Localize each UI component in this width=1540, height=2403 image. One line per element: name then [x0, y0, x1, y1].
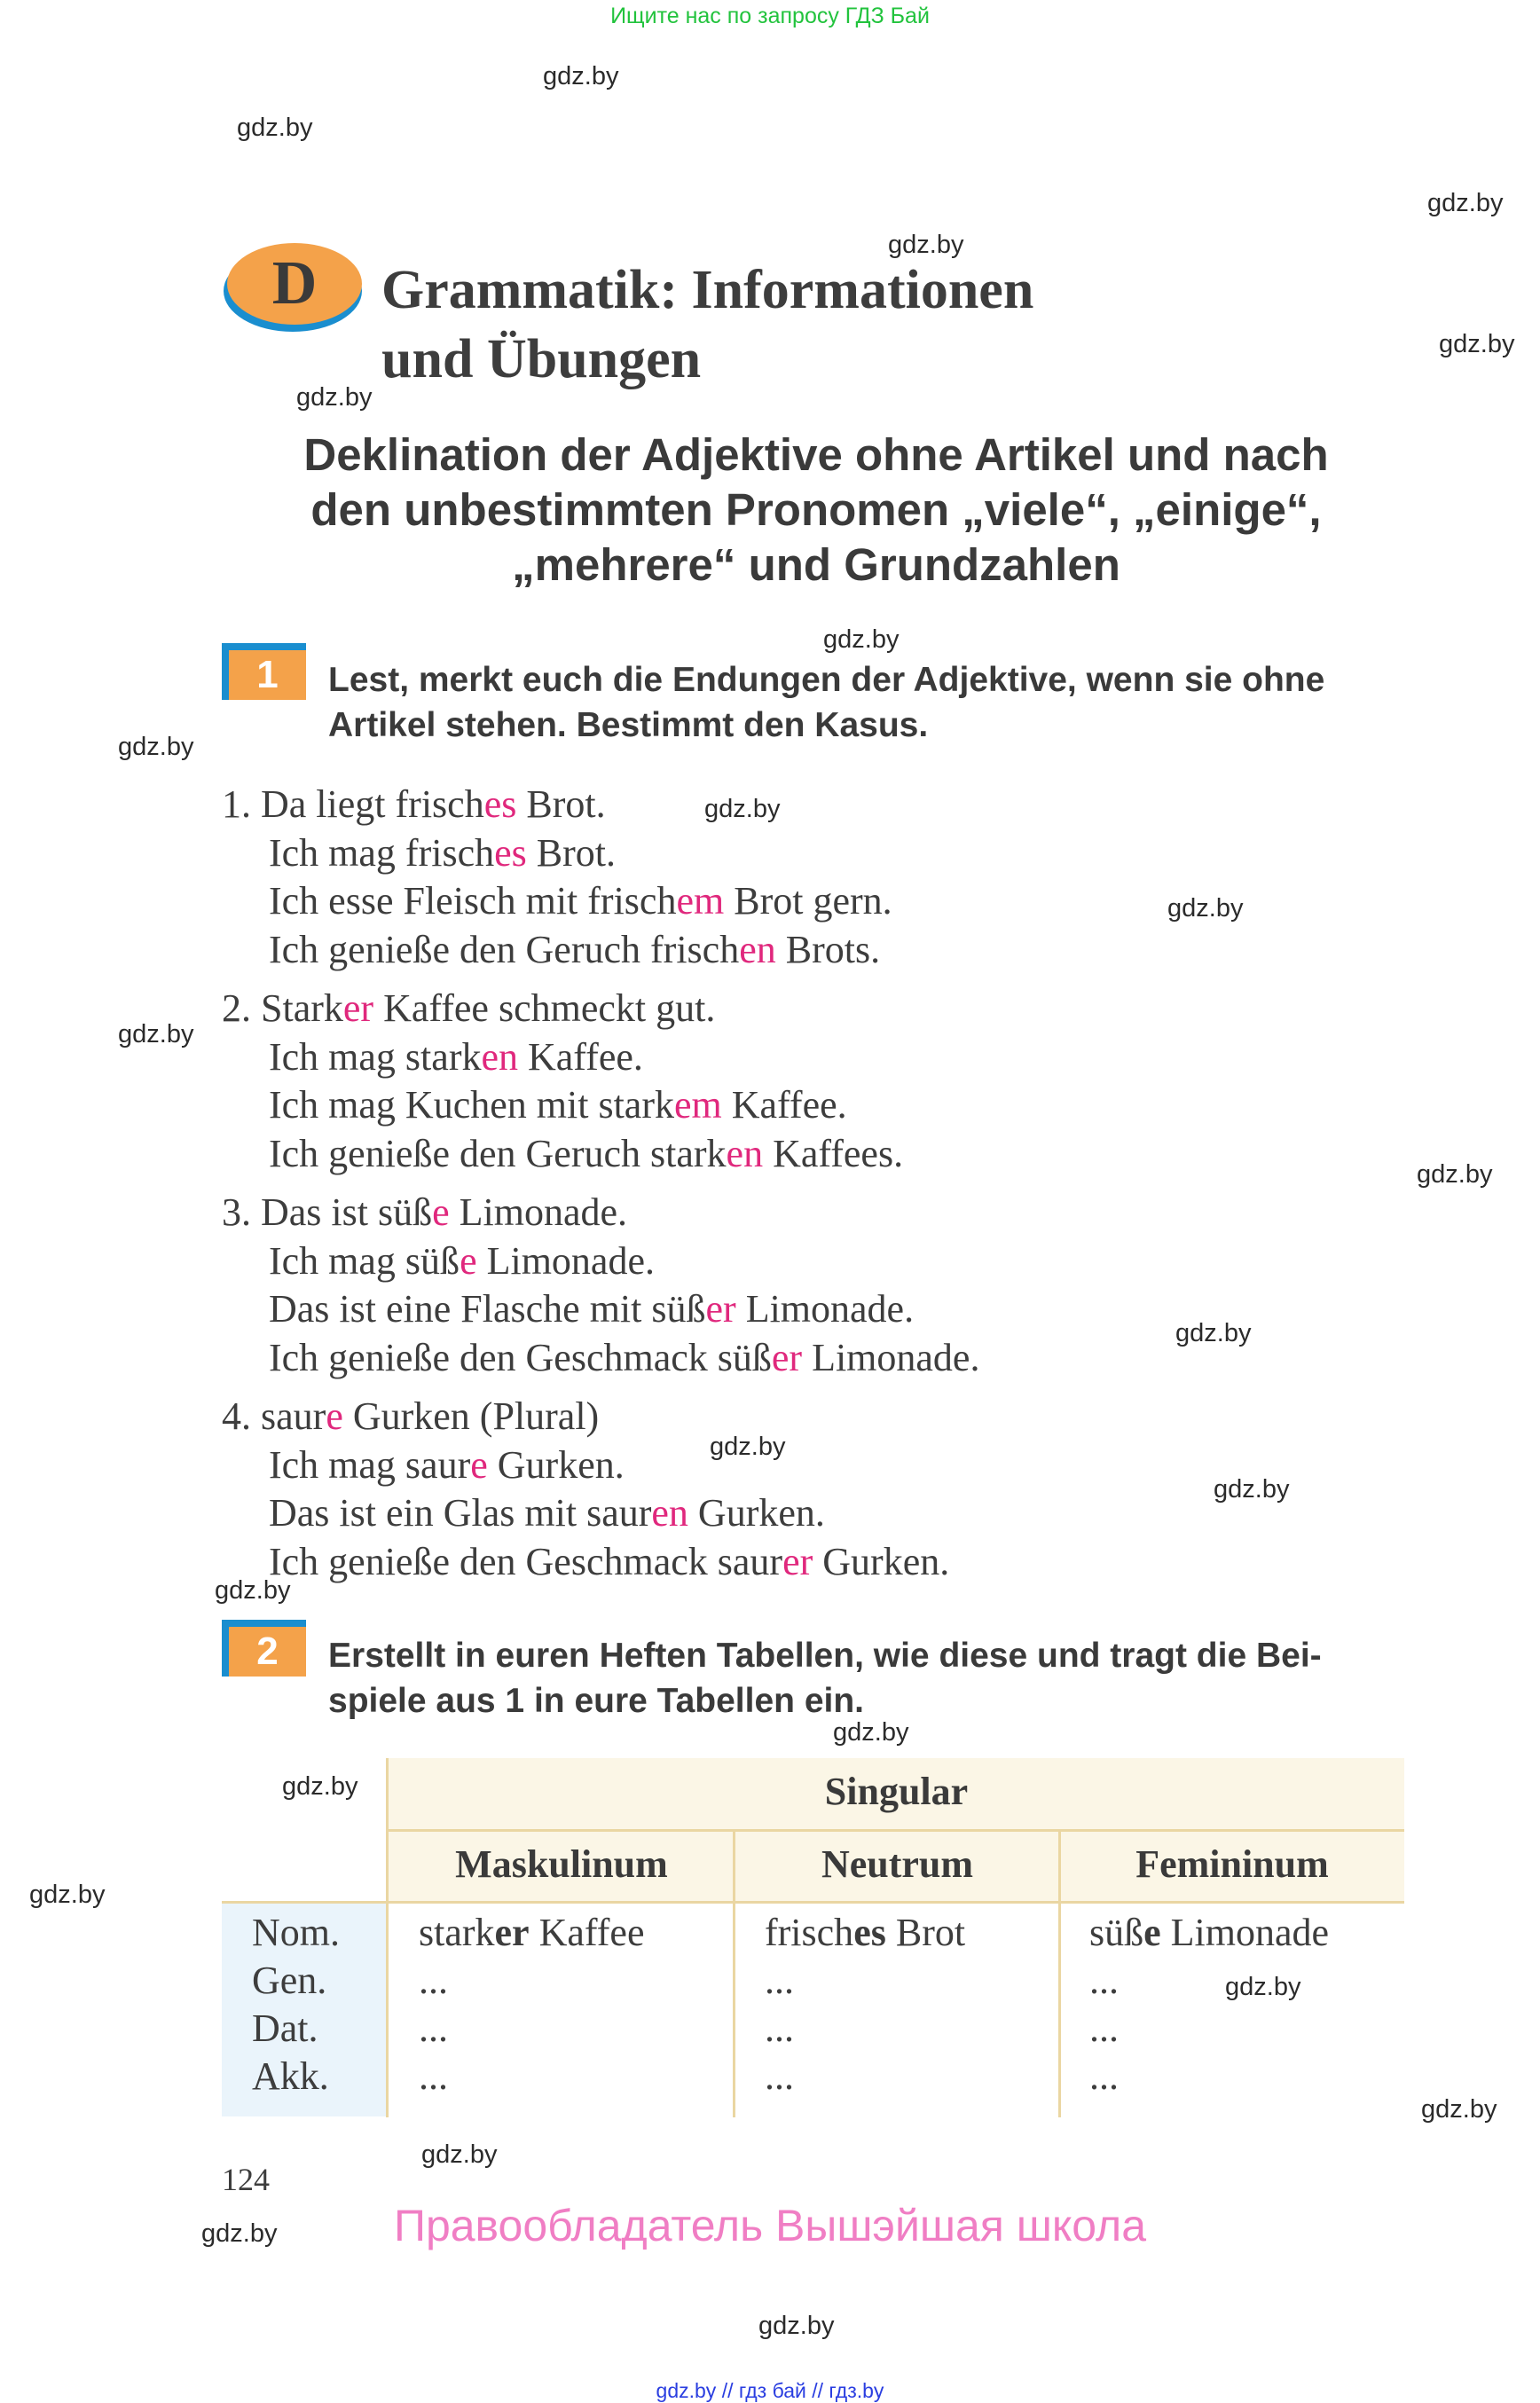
table-cell-nom-femininum: süße Limonade	[1089, 1911, 1330, 1954]
example-group	[222, 1393, 1419, 1586]
example-sentence: 2. Starker Kaffee schmeckt gut.	[222, 986, 716, 1030]
copyright-notice: Правообладатель Вышэйшая школа	[394, 2201, 1146, 2250]
exercise-1-examples	[222, 781, 1419, 1597]
example-sentence: 3. Das ist süße Limonade.	[222, 1190, 628, 1234]
example-number: 4.	[222, 1394, 251, 1438]
table-divider	[389, 1829, 1404, 1832]
section-title-line: „mehrere“ und Grundzahlen	[512, 539, 1120, 590]
watermark: gdz.by	[29, 1881, 106, 1909]
example-sentence: Ich mag saure Gurken.	[269, 1442, 625, 1487]
watermark: gdz.by	[704, 795, 781, 823]
adjective-ending: en	[739, 927, 776, 971]
table-cell-placeholder: ...	[419, 1959, 448, 2002]
table-cell-placeholder: ...	[765, 2054, 794, 2098]
example-sentence: Ich mag starken Kaffee.	[269, 1034, 643, 1079]
example-sentence: Ich mag frisches Brot.	[269, 830, 617, 875]
table-cell-placeholder: ...	[1089, 2006, 1119, 2050]
instruction-line: Lest, merkt euch die Endungen der Adjektive, wenn sie ohne	[328, 661, 1325, 699]
table-cell-placeholder: ...	[419, 2054, 448, 2098]
row-label-nom: Nom.	[252, 1911, 340, 1954]
adjective-ending: es	[494, 830, 527, 875]
example-sentence: Ich genieße den Geruch frischen Brots.	[269, 927, 881, 971]
bottom-banner: gdz.by // гдз бай // гдз.by	[656, 2379, 884, 2402]
watermark: gdz.by	[1439, 330, 1515, 358]
adjective-ending: e	[432, 1190, 450, 1234]
table-divider	[1058, 1829, 1061, 2117]
watermark: gdz.by	[888, 231, 964, 259]
example-sentence: Ich mag Kuchen mit starkem Kaffee.	[269, 1083, 847, 1127]
adjective-ending: es	[483, 782, 517, 826]
page-number: 124	[222, 2162, 270, 2197]
adjective-ending: em	[676, 879, 725, 923]
section-title-line: den unbestimmten Pronomen „viele“, „einige“,	[310, 484, 1322, 535]
exercise-number-badge	[222, 1620, 306, 1677]
watermark: gdz.by	[118, 733, 194, 761]
example-sentence: Das ist eine Flasche mit süßer Limonade.	[269, 1287, 915, 1331]
adjective-ending: er	[705, 1287, 736, 1331]
exercise-1-instruction	[328, 657, 1324, 748]
watermark: gdz.by	[1214, 1475, 1290, 1504]
adjective-ending: e	[460, 1238, 477, 1283]
example-number: 3.	[222, 1190, 251, 1234]
chapter-title	[381, 255, 1033, 394]
row-label-dat: Dat.	[252, 2006, 318, 2050]
column-header-femininum: Femininum	[1135, 1842, 1329, 1886]
watermark: gdz.by	[758, 2312, 835, 2340]
instruction-line: spiele aus 1 in eure Tabellen ein.	[328, 1682, 865, 1720]
watermark: gdz.by	[1175, 1319, 1252, 1347]
watermark: gdz.by	[543, 62, 619, 90]
adjective-ending: en	[481, 1034, 518, 1079]
exercise-number: 2	[229, 1627, 306, 1677]
table-divider	[733, 1829, 735, 2117]
example-sentence: Das ist ein Glas mit sauren Gurken.	[269, 1491, 825, 1535]
adjective-ending: e	[470, 1442, 488, 1487]
example-sentence: Ich genieße den Geschmack saurer Gurken.	[269, 1539, 950, 1583]
exercise-number-badge	[222, 643, 306, 700]
row-label-gen: Gen.	[252, 1959, 327, 2002]
example-number: 1.	[222, 782, 251, 826]
table-cell-nom-maskulinum: starker Kaffee	[419, 1911, 645, 1954]
column-header-maskulinum: Maskulinum	[455, 1842, 668, 1886]
exercise-2-instruction	[328, 1633, 1322, 1724]
watermark: gdz.by	[421, 2140, 498, 2169]
watermark: gdz.by	[215, 1576, 291, 1605]
watermark: gdz.by	[237, 114, 313, 142]
column-header-neutrum: Neutrum	[821, 1842, 974, 1886]
chapter-title-line: Grammatik: Informationen	[381, 260, 1034, 320]
adjective-ending: en	[726, 1131, 764, 1175]
example-sentence: 4. saure Gurken (Plural)	[222, 1394, 600, 1438]
instruction-line: Artikel stehen. Bestimmt den Kasus.	[328, 706, 929, 744]
adjective-ending: er	[342, 986, 374, 1030]
table-cell-placeholder: ...	[1089, 2054, 1119, 2098]
watermark: gdz.by	[1167, 894, 1244, 923]
table-cell-nom-neutrum: frisches Brot	[765, 1911, 966, 1954]
section-title	[222, 428, 1410, 593]
adjective-ending: er	[782, 1539, 813, 1583]
example-group	[222, 985, 1419, 1178]
example-sentence: Ich genieße den Geschmack süßer Limonade.	[269, 1335, 980, 1379]
watermark: gdz.by	[710, 1433, 786, 1461]
watermark: gdz.by	[833, 1718, 909, 1747]
section-title-line: Deklination der Adjektive ohne Artikel und nach	[303, 429, 1329, 480]
table-group-header: Singular	[824, 1770, 969, 1813]
watermark: gdz.by	[296, 383, 373, 412]
watermark: gdz.by	[823, 625, 900, 654]
table-divider	[386, 1758, 389, 2117]
chapter-badge	[222, 238, 365, 334]
adjective-ending: em	[673, 1083, 722, 1127]
table-cell-placeholder: ...	[1089, 1959, 1119, 2002]
example-group	[222, 781, 1419, 974]
example-sentence: 1. Da liegt frisches Brot.	[222, 782, 606, 826]
table-cell-placeholder: ...	[419, 2006, 448, 2050]
adjective-ending: en	[651, 1491, 688, 1535]
table-cell-placeholder: ...	[765, 2006, 794, 2050]
watermark: gdz.by	[282, 1772, 358, 1801]
watermark: gdz.by	[1421, 2095, 1497, 2124]
watermark: gdz.by	[1417, 1160, 1493, 1189]
adjective-ending: er	[771, 1335, 803, 1379]
example-sentence: Ich genieße den Geruch starken Kaffees.	[269, 1131, 904, 1175]
adjective-ending: e	[326, 1394, 343, 1438]
row-label-akk: Akk.	[252, 2054, 329, 2098]
top-banner: Ищите нас по запросу ГДЗ Бай	[610, 4, 930, 28]
example-number: 2.	[222, 986, 251, 1030]
chapter-title-line: und Übungen	[381, 329, 702, 389]
watermark: gdz.by	[1427, 189, 1504, 217]
table-divider	[222, 1901, 1404, 1904]
declension-table	[222, 1758, 1404, 2117]
exercise-number: 1	[229, 650, 306, 700]
watermark: gdz.by	[201, 2219, 278, 2248]
instruction-line: Erstellt in euren Heften Tabellen, wie diese und tragt die Bei-	[328, 1637, 1322, 1675]
watermark: gdz.by	[1225, 1973, 1301, 2001]
table-cell-placeholder: ...	[765, 1959, 794, 2002]
chapter-badge-letter: D	[271, 249, 318, 318]
example-sentence: Ich esse Fleisch mit frischem Brot gern.	[269, 879, 892, 923]
example-sentence: Ich mag süße Limonade.	[269, 1238, 655, 1283]
watermark: gdz.by	[118, 1020, 194, 1048]
example-group	[222, 1189, 1419, 1382]
